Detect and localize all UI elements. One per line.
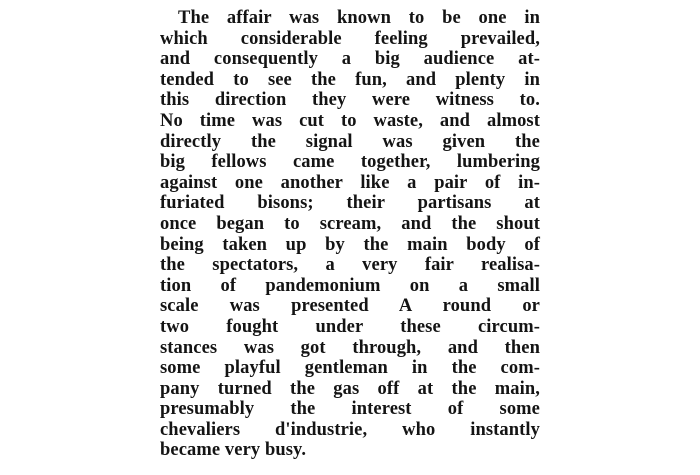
article-line: this direction they were witness to. [160, 90, 540, 111]
article-line: became very busy. [160, 440, 307, 461]
article-line: stances was got through, and then [160, 337, 540, 358]
article-line: tended to see the fun, and plenty in [160, 69, 540, 90]
article-line: No time was cut to waste, and almost [160, 110, 540, 131]
article-line: scale was presented A round or [160, 296, 540, 317]
article-column [160, 8, 540, 461]
article-line: once began to scream, and the shout [160, 213, 540, 234]
article-line: presumably the interest of some [160, 399, 540, 420]
article-line: directly the signal was given the [160, 131, 540, 152]
article-line: furiated bisons; their partisans at [160, 193, 540, 214]
article-line: being taken up by the main body of [160, 234, 540, 255]
article-line: which considerable feeling prevailed, [160, 28, 540, 49]
article-line: against one another like a pair of in- [160, 172, 540, 193]
article-line: big fellows came together, lumbering [160, 152, 540, 173]
article-line: chevaliers d'industrie, who instantly [160, 419, 540, 440]
article-line: and consequently a big audience at- [160, 49, 540, 70]
article-line: pany turned the gas off at the main, [160, 378, 540, 399]
article-line: the spectators, a very fair realisa- [160, 255, 540, 276]
article-line: two fought under these circum- [160, 316, 540, 337]
article-line: some playful gentleman in the com- [160, 358, 540, 379]
article-line: The affair was known to be one in [178, 8, 540, 28]
article-line: tion of pandemonium on a small [160, 275, 540, 296]
